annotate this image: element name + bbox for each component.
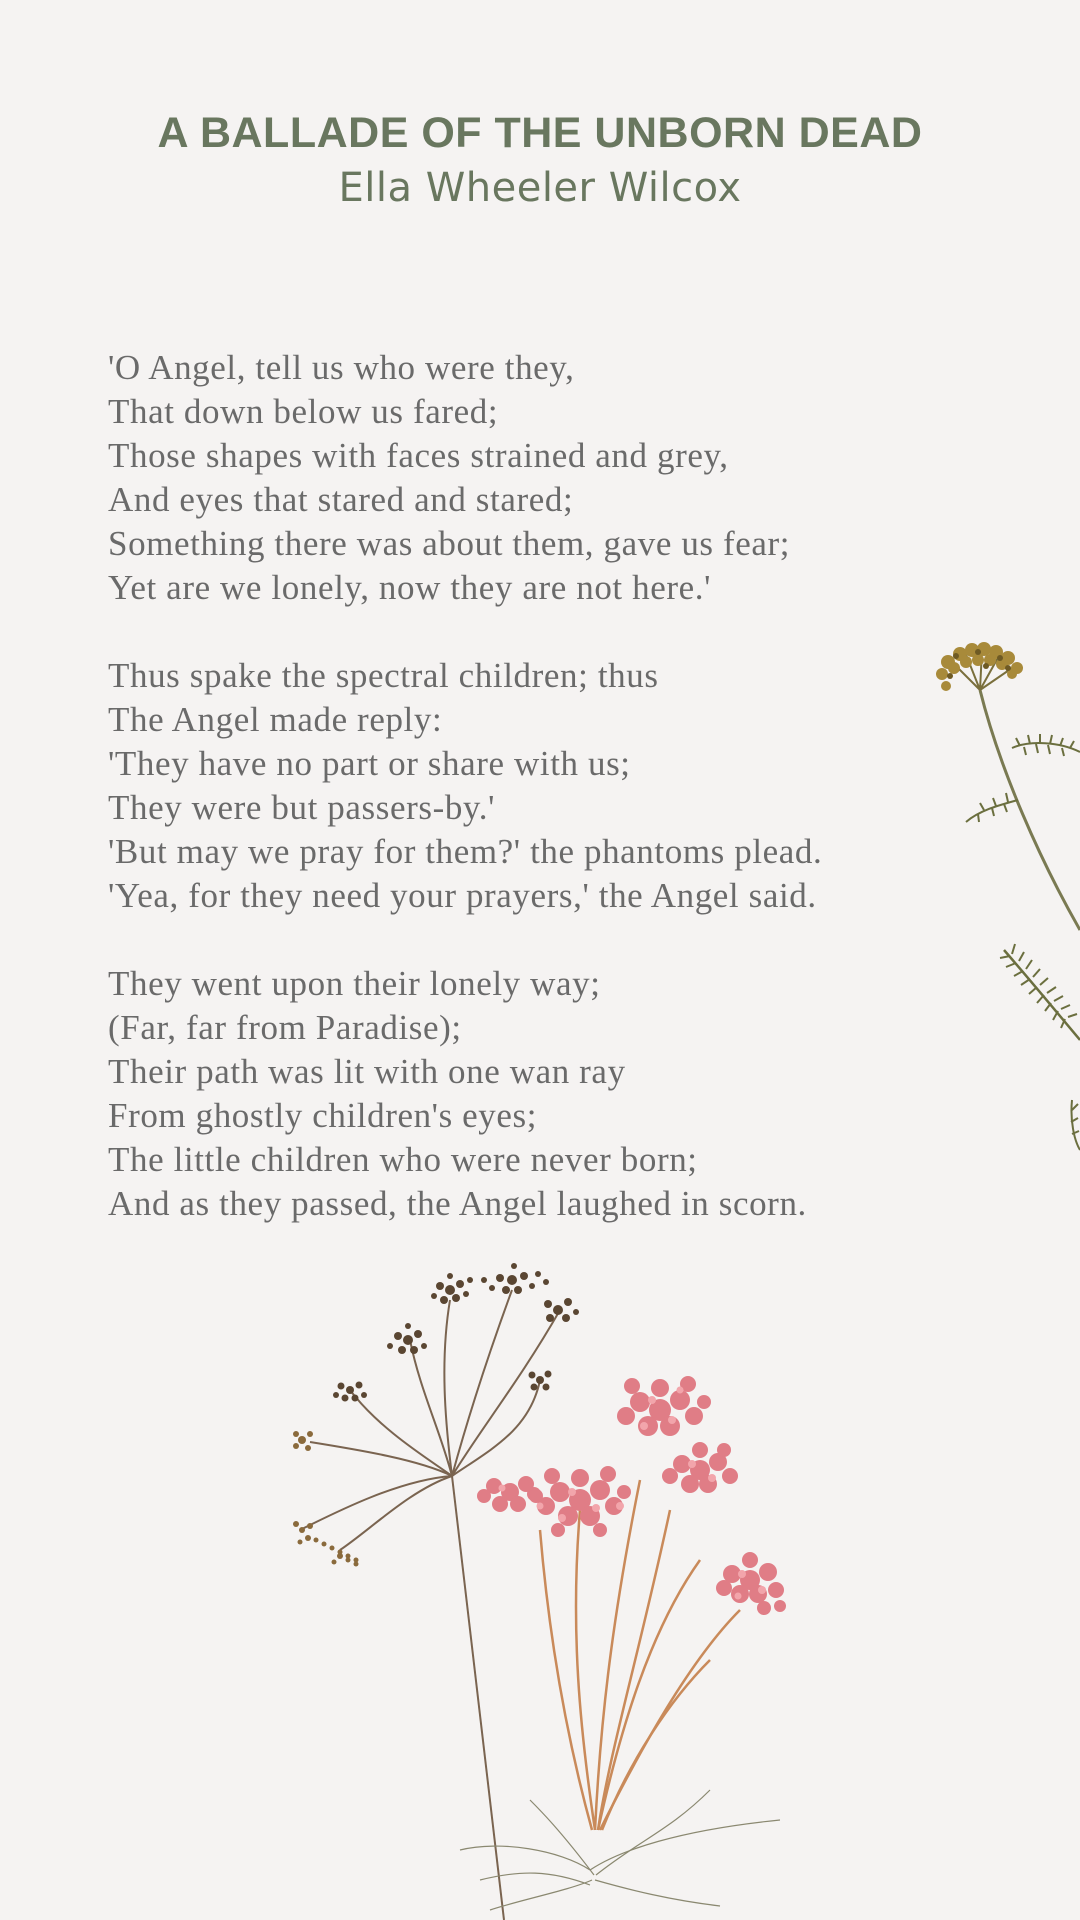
poem-line: And as they passed, the Angel laughed in scorn. [108,1184,807,1223]
poem-line: 'They have no part or share with us; [108,744,631,783]
poem-line: That down below us fared; [108,392,499,431]
poem-line: Those shapes with faces strained and grey, [108,436,729,475]
poem-line: From ghostly children's eyes; [108,1096,538,1135]
poem-line: And eyes that stared and stared; [108,480,574,519]
poem-line: 'Yea, for they need your prayers,' the Angel said. [108,876,817,915]
poem-line: 'O Angel, tell us who were they, [108,348,575,387]
dried-yarrow-sprig-icon [920,630,1080,1170]
poem-line: Thus spake the spectral children; thus [108,656,659,695]
poem-header [0,108,1080,212]
stanza-2 [108,654,1008,918]
poem-author: Ella Wheeler Wilcox [338,165,742,211]
poem-line: (Far, far from Paradise); [108,1008,462,1047]
poem-line: Something there was about them, gave us fear; [108,524,791,563]
stanza-1 [108,346,1008,610]
poem-line: The little children who were never born; [108,1140,698,1179]
poem-line: They went upon their lonely way; [108,964,601,1003]
poem-line: They were but passers-by.' [108,788,496,827]
poem-title: A BALLADE OF THE UNBORN DEAD [157,109,923,157]
poem-line: The Angel made reply: [108,700,443,739]
poem-line: 'But may we pray for them?' the phantoms plead. [108,832,823,871]
poem-line: Yet are we lonely, now they are not here.' [108,568,711,607]
poem-line: Their path was lit with one wan ray [108,1052,626,1091]
stanza-3 [108,962,1008,1226]
dried-flower-bouquet-icon [240,1230,820,1920]
poem-body [108,346,1008,1270]
